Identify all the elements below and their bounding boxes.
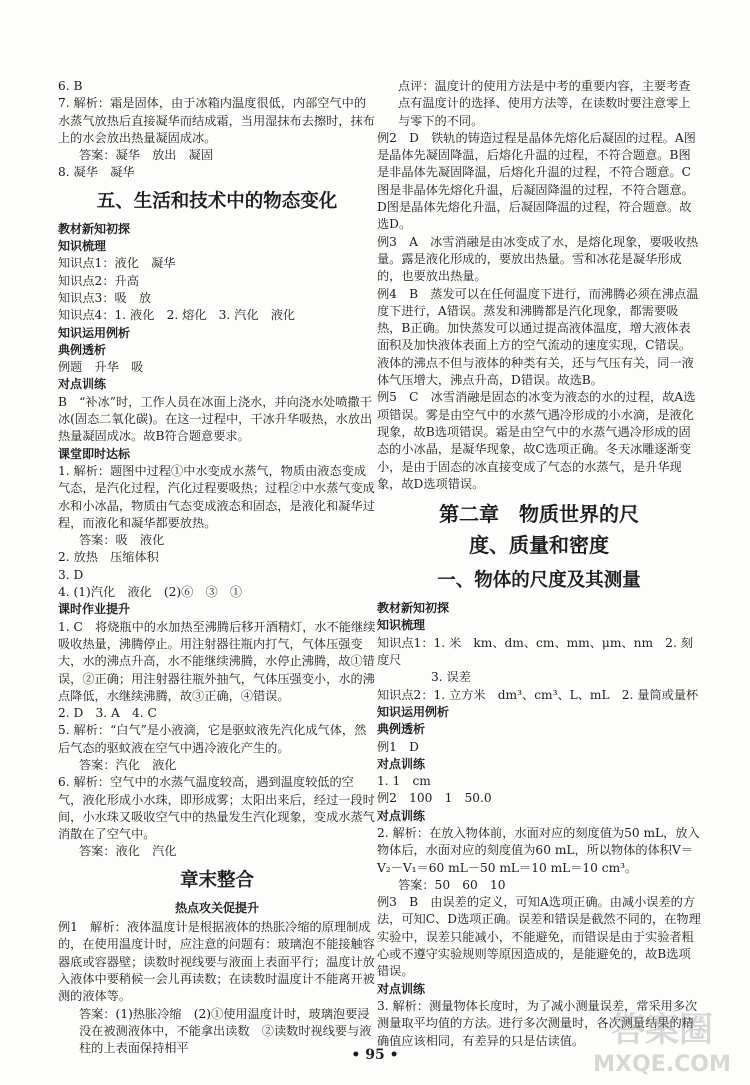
class-answer-4: 4. (1)汽化 液化 (2)⑥ ③ ①	[58, 585, 243, 600]
section-1-title: 一、物体的尺度及其测量	[437, 570, 641, 592]
chapter-2-title-line-2: 度、质量和密度	[469, 533, 609, 558]
homework-answer-5: 5. 解析：“白气”是小液滴，它是驱蚊液先汽化成气体，然后气态的驱蚊液在空气中遇冷液化产生的。	[58, 723, 367, 755]
answer-7: 7. 解析：霜是固体，由于冰箱内温度很低，内部空气中的水蒸气放热后直接凝华而结成霜，当用湿抹布去擦时，抹布上的水会放出热量凝固成冰。	[58, 96, 375, 145]
knowledge-point-4: 知识点4：1. 液化 2. 熔化 3. 汽化 液化	[58, 308, 296, 323]
homework-answer-6: 6. 解析：空气中的水蒸气温度较高，遇到温度较低的空气，液化形成小水珠，即形成雾；太阳出来后，经过一段时间，小水珠又吸收空气中的热量发生汽化现象，变成水蒸气消散在了空气中。	[58, 775, 375, 842]
knowledge-point-1: 知识点1：液化 凝华	[58, 256, 176, 271]
heading-new-knowledge: 教材新知初探	[58, 221, 131, 236]
training-answer: B “补冰”时，工作人员在冰面上浇水，并向浇水处喷撒干冰(固态二氧化碳)。在这一过程中，干冰升华吸热，水放出热量凝固成冰。故B符合题意要求。	[58, 394, 373, 444]
chapter-2-title	[377, 499, 701, 561]
section-5-title: 五、生活和技术中的物态变化	[96, 190, 338, 212]
knowledge-point-1-2-cont: 3. 误差	[431, 670, 471, 685]
example-1-answer: 例1 D	[377, 739, 419, 754]
heading-typical-examples-2: 典例透析	[377, 722, 426, 737]
right-column	[377, 78, 701, 1050]
heading-knowledge-sorting: 知识梳理	[58, 239, 107, 254]
training-2: 2. 解析：在放入物体前，水面对应的刻度值为50 mL，放入物体后，水面对应的刻度值为60 mL，所以物体的体积V＝V₂－V₁＝60 mL－50 mL＝10 mL＝10 cm³。	[377, 825, 700, 875]
example-answer: 例题 升华 吸	[58, 360, 144, 375]
heading-targeted-training-4: 对点训练	[377, 981, 426, 996]
heading-knowledge-sorting-2: 知识梳理	[377, 618, 426, 633]
heading-homework: 课时作业提升	[58, 602, 131, 617]
heading-application-2: 知识运用例析	[377, 704, 450, 719]
knowledge-point-3: 知识点3：吸 放	[58, 290, 152, 305]
watermark-line-1: 答案圈	[611, 1010, 713, 1050]
knowledge-point-2: 知识点2：升高	[58, 273, 139, 288]
chapter-2-title-line-1: 第二章 物质世界的尺	[439, 502, 639, 527]
homework-answer-5-key: 答案：汽化 液化	[79, 757, 177, 772]
comment: 点评：温度计的使用方法是中考的重要内容，主要考查点有温度计的选择、使用方法等，在读数时要注意零上与零下的不同。	[398, 79, 691, 128]
chapter-summary-title: 章末整合	[179, 869, 254, 891]
heading-class-standards: 课堂即时达标	[58, 446, 131, 461]
class-answer-1-key: 答案：吸 液化	[79, 533, 165, 548]
example-2: 例2 D 铁轨的铸造过程是晶体先熔化后凝固的过程。A图是晶体先凝固降温，后熔化升温的过程，不符合题意。B图是非晶体先凝固降温，后熔化升温的过程，不符合题意。C图是非晶体先熔化升温，后凝固降温的过程，不符合题意。D图是晶体先熔化升温，后凝固降温的过程，符合题意。故选D。	[377, 130, 696, 232]
watermark-line-2: MXQE.COM	[593, 1052, 731, 1077]
answer-7-key: 答案：凝华 放出 凝固	[79, 148, 214, 163]
example-1-analysis: 例1 解析：液体温度计是根据液体的热胀冷缩的原理制成的，在使用温度计时，应注意的问题有：玻璃泡不能接触容器底或容器壁；读数时视线要与液面上表面平行；温度计放入液体中要稍候一会儿再读数；在读数时温度计不能离开被测的液体等。	[58, 920, 375, 1004]
class-answer-2: 2. 放热 压缩体积	[58, 550, 159, 565]
example-4: 例4 B 蒸发可以在任何温度下进行，而沸腾必须在沸点温度下进行，A错误。蒸发和沸腾都是汽化现象，都需要吸热，B正确。加快蒸发可以通过提高液体温度，增大液体表面积及加快液体表面上方的空气流动的速度实现，C错误。液体的沸点不但与液体的种类有关，还与气压有关，同一液体气压增大，沸点升高，D错误。故选B。	[377, 286, 699, 388]
example-1-key: 答案：(1)热胀冷缩 (2)①使用温度计时，玻璃泡要浸没在被测液体中，不能拿出读数 ②读数时视线要与液柱的上表面保持相平	[79, 1006, 372, 1056]
hot-topics-heading: 热点攻关促提升	[174, 900, 259, 915]
example-3-answer: 例3 B 由误差的定义，可知A选项正确。由减小误差的方法，可知C、D选项正确。误差和错误是截然不同的，在物理实验中，误差只能减小，不能避免，而错误是由于实验者粗心或不遵守实验规则等原因造成的，是能避免的，故B选项错误。	[377, 895, 701, 979]
left-column	[58, 78, 376, 1057]
heading-typical-examples: 典例透析	[58, 342, 107, 357]
example-2-answer: 例2 100 1 50.0	[377, 791, 492, 806]
example-3: 例3 A 冰雪消融是由冰变成了水，是熔化现象，要吸收热量。露是液化形成的，要放出热量。雪和冰花是凝华形成的，也要放出热量。	[377, 234, 699, 284]
class-answer-1: 1. 解析：题图中过程①中水变成水蒸气，物质由液态变成气态，是汽化过程，汽化过程要吸热；过程②中水蒸气变成水和小冰晶，物质由气态变成液态和固态，是液化和凝华过程，而液化和凝华都要放热。	[58, 463, 375, 530]
example-5: 例5 C 冰雪消融是固态的冰变为液态的水的过程，故A选项错误。雾是由空气中的水蒸气遇冷形成的小水滴，是液化现象，故B选项错误。霜是由空气中的水蒸气遇冷形成的固态的小冰晶，是凝华现象，故C选项正确。冬天冰雕逐渐变小，是由于固态的冰直接变成了气态的水蒸气，是升华现象，故D选项错误。	[377, 390, 696, 491]
knowledge-point-2-2: 知识点2：1. 立方米 dm³、cm³、L、mL 2. 量筒或量杯	[377, 687, 699, 702]
training-3: 3. 解析：测量物体长度时，为了减小测量误差，常采用多次测量取平均值的方法。进行多次测量时，各次测量结果的精确值应该相同，有差异的只是估读值。	[377, 998, 698, 1048]
knowledge-point-1-2: 知识点1：1. 米 km、dm、cm、mm、μm、nm 2. 刻度尺	[377, 635, 693, 668]
watermark-logo	[582, 1001, 742, 1081]
training-2-key: 答案：50 60 10	[398, 877, 506, 892]
page-number: • 95 •	[351, 1047, 399, 1063]
heading-targeted-training-3: 对点训练	[377, 808, 426, 823]
homework-answer-6-key: 答案：液化 汽化	[79, 844, 177, 859]
answer-6: 6. B	[58, 79, 83, 93]
class-answer-3: 3. D	[58, 567, 84, 582]
heading-targeted-training: 对点训练	[58, 377, 107, 392]
homework-answer-1: 1. C 将烧瓶中的水加热至沸腾后移开酒精灯，水不能继续吸收热量，沸腾停止。用注射器往瓶内打气，气体压强变大，水的沸点升高，水不能继续沸腾，水停止沸腾，故①错误，②正确；用注射器往瓶外抽气，气体压强变小，水的沸点降低，水继续沸腾，故③正确，④错误。	[58, 619, 376, 703]
heading-new-knowledge-2: 教材新知初探	[377, 601, 450, 616]
answer-8: 8. 凝华 凝华	[58, 165, 135, 180]
heading-targeted-training-2: 对点训练	[377, 756, 426, 771]
homework-answer-2-4: 2. D 3. A 4. C	[58, 706, 157, 721]
training-1: 1. 1 cm	[377, 774, 431, 789]
heading-application: 知识运用例析	[58, 325, 131, 340]
